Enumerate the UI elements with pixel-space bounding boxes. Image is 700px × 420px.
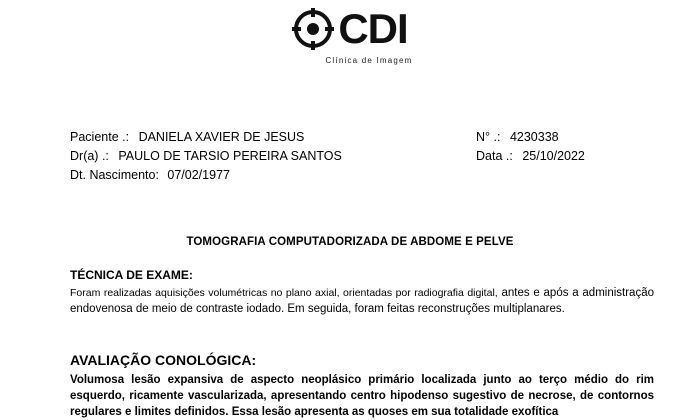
doctor-row: [70, 147, 670, 166]
section-tecnica-de-exame: [70, 268, 654, 317]
logo-brand-text: CDI: [338, 5, 408, 52]
birth-label: Dt. Nascimento:: [70, 168, 159, 182]
birth-row: [70, 166, 670, 185]
patient-row: [70, 128, 670, 147]
date-value: 25/10/2022: [522, 149, 585, 163]
number-group: [476, 128, 559, 147]
logo-tagline: Clínica de Imagem: [325, 56, 413, 65]
section-avaliacao-heading: AVALIAÇÃO CONOLÓGICA:: [70, 352, 257, 368]
section-tecnica-body: [70, 285, 654, 317]
doctor-label: Dr(a) .:: [70, 149, 109, 163]
date-group: [476, 147, 585, 166]
doctor-name: PAULO DE TARSIO PEREIRA SANTOS: [118, 149, 342, 163]
date-label: Data .:: [476, 149, 513, 163]
number-label: N° .:: [476, 130, 501, 144]
section-tecnica-body-part2: antes e após a administração endovenosa de meio de contraste iodado. Em seguida, foram feitas reconstruções multiplanares.: [70, 287, 654, 315]
patient-label: Paciente .:: [70, 130, 130, 144]
exam-title: TOMOGRAFIA COMPUTADORIZADA DE ABDOME E PELVE: [186, 236, 514, 248]
logo-row: [292, 5, 408, 52]
section-tecnica-heading: TÉCNICA DE EXAME:: [70, 268, 193, 282]
birth-group: [70, 166, 230, 185]
patient-name-group: [70, 128, 304, 147]
birth-date: 07/02/1977: [167, 168, 230, 182]
number-value: 4230338: [509, 130, 559, 144]
doctor-name-group: [70, 147, 342, 166]
clinic-logo: [0, 5, 700, 65]
patient-name: DANIELA XAVIER DE JESUS: [138, 130, 305, 144]
patient-header: [70, 128, 670, 185]
section-avaliacao-body: Volumosa lesão expansiva de aspecto neoplásico primário localizada junto ao terço médio do rim esquerdo, ricamente vascularizada, apresentando centro hipodenso sugestivo de necrose, de contornos regulares e limites definidos. Essa lesão apresenta as quoses em sua totalidade exofítica: [70, 374, 654, 418]
target-crosshair-icon: [292, 8, 334, 50]
section-tecnica-body-part1: Foram realizadas aquisições volumétricas no plano axial, orientadas por radiografia digital,: [70, 287, 498, 299]
